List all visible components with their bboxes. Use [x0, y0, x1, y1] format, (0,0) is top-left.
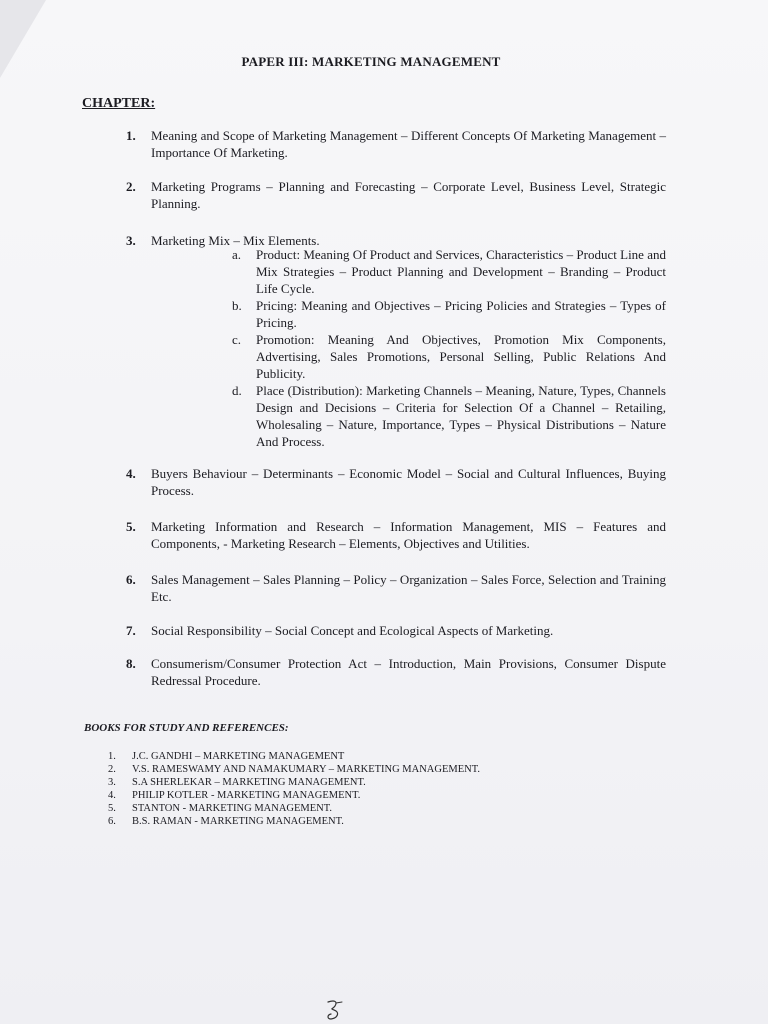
book-number: 1.: [108, 751, 116, 762]
chapter-item-8: [126, 655, 666, 689]
chapter-text: Buyers Behaviour – Determinants – Economic Model – Social and Cultural Influences, Buying Process.: [151, 466, 666, 498]
mix-element-text: Promotion: Meaning And Objectives, Promotion Mix Components, Advertising, Sales Promotions, Personal Selling, Public Relations And Publicity.: [256, 332, 666, 381]
chapter-number: 4.: [126, 466, 136, 481]
mix-element-text: Place (Distribution): Marketing Channels – Meaning, Nature, Types, Channels Design and Decisions – Criteria for Selection Of a Channel – Retailing, Wholesaling – Nature, Importance, Types – Physical Distributions – Nature And Process.: [256, 383, 666, 449]
book-number: 3.: [108, 777, 116, 788]
book-number: 5.: [108, 803, 116, 814]
chapter-number: 5.: [126, 519, 136, 534]
book-item: [108, 789, 628, 802]
mix-element-pricing: [232, 297, 666, 331]
mix-element-text: Product: Meaning Of Product and Services, Characteristics – Product Line and Mix Strategies – Product Planning and Development – Branding – Product Life Cycle.: [256, 247, 666, 296]
mix-element-letter: c.: [232, 332, 242, 347]
book-title: PHILIP KOTLER - MARKETING MANAGEMENT.: [132, 790, 361, 801]
book-title: J.C. GANDHI – MARKETING MANAGEMENT: [132, 751, 345, 762]
chapter-text: Sales Management – Sales Planning – Policy – Organization – Sales Force, Selection and Training Etc.: [151, 572, 666, 604]
chapter-item-5: [126, 518, 666, 552]
book-title: S.A SHERLEKAR – MARKETING MANAGEMENT.: [132, 777, 366, 788]
chapter-text: Meaning and Scope of Marketing Management – Different Concepts Of Marketing Management – Importance Of Marketing.: [151, 128, 666, 160]
mix-element-text: Pricing: Meaning and Objectives – Pricing Policies and Strategies – Types of Pricing.: [256, 298, 666, 330]
mix-element-product: [232, 246, 666, 297]
book-item: [108, 802, 628, 815]
book-item: [108, 763, 628, 776]
chapter-number: 1.: [126, 128, 136, 143]
mix-element-letter: a.: [232, 247, 242, 262]
chapter-text: Marketing Programs – Planning and Forecasting – Corporate Level, Business Level, Strategic Planning.: [151, 179, 666, 211]
book-item: [108, 815, 628, 828]
book-item: [108, 750, 628, 763]
book-number: 2.: [108, 764, 116, 775]
book-title: V.S. RAMESWAMY AND NAMAKUMARY – MARKETING MANAGEMENT.: [132, 764, 480, 775]
mix-element-promotion: [232, 331, 666, 382]
mix-element-letter: b.: [232, 298, 242, 313]
chapter-item-1: [126, 127, 666, 161]
books-heading: BOOKS FOR STUDY AND REFERENCES:: [84, 722, 289, 734]
mix-element-place: [232, 382, 666, 450]
book-item: [108, 776, 628, 789]
chapter-text: Consumerism/Consumer Protection Act – Introduction, Main Provisions, Consumer Dispute Redressal Procedure.: [151, 656, 666, 688]
book-title: B.S. RAMAN - MARKETING MANAGEMENT.: [132, 816, 344, 827]
chapter-number: 7.: [126, 623, 136, 638]
chapter-number: 3.: [126, 233, 136, 248]
chapter-number: 6.: [126, 572, 136, 587]
chapter-item-6: [126, 571, 666, 605]
chapter-text: Marketing Mix – Mix Elements.: [151, 233, 320, 248]
chapter-item-2: [126, 178, 666, 212]
chapter-number: 8.: [126, 656, 136, 671]
chapter-item-4: [126, 465, 666, 499]
chapter-number: 2.: [126, 179, 136, 194]
chapter-heading: CHAPTER:: [82, 96, 156, 111]
books-list: [108, 750, 628, 828]
page-title: PAPER III: MARKETING MANAGEMENT: [241, 54, 501, 69]
book-title: STANTON - MARKETING MANAGEMENT.: [132, 803, 333, 814]
mix-element-letter: d.: [232, 383, 242, 398]
chapter-item-7: [126, 622, 666, 639]
handwritten-page-mark-icon: [322, 998, 352, 1022]
chapter-text: Social Responsibility – Social Concept and Ecological Aspects of Marketing.: [151, 623, 554, 638]
chapter-text: Marketing Information and Research – Information Management, MIS – Features and Components, - Marketing Research – Elements, Objectives and Utilities.: [151, 519, 666, 551]
book-number: 4.: [108, 790, 116, 801]
book-number: 6.: [108, 816, 116, 827]
